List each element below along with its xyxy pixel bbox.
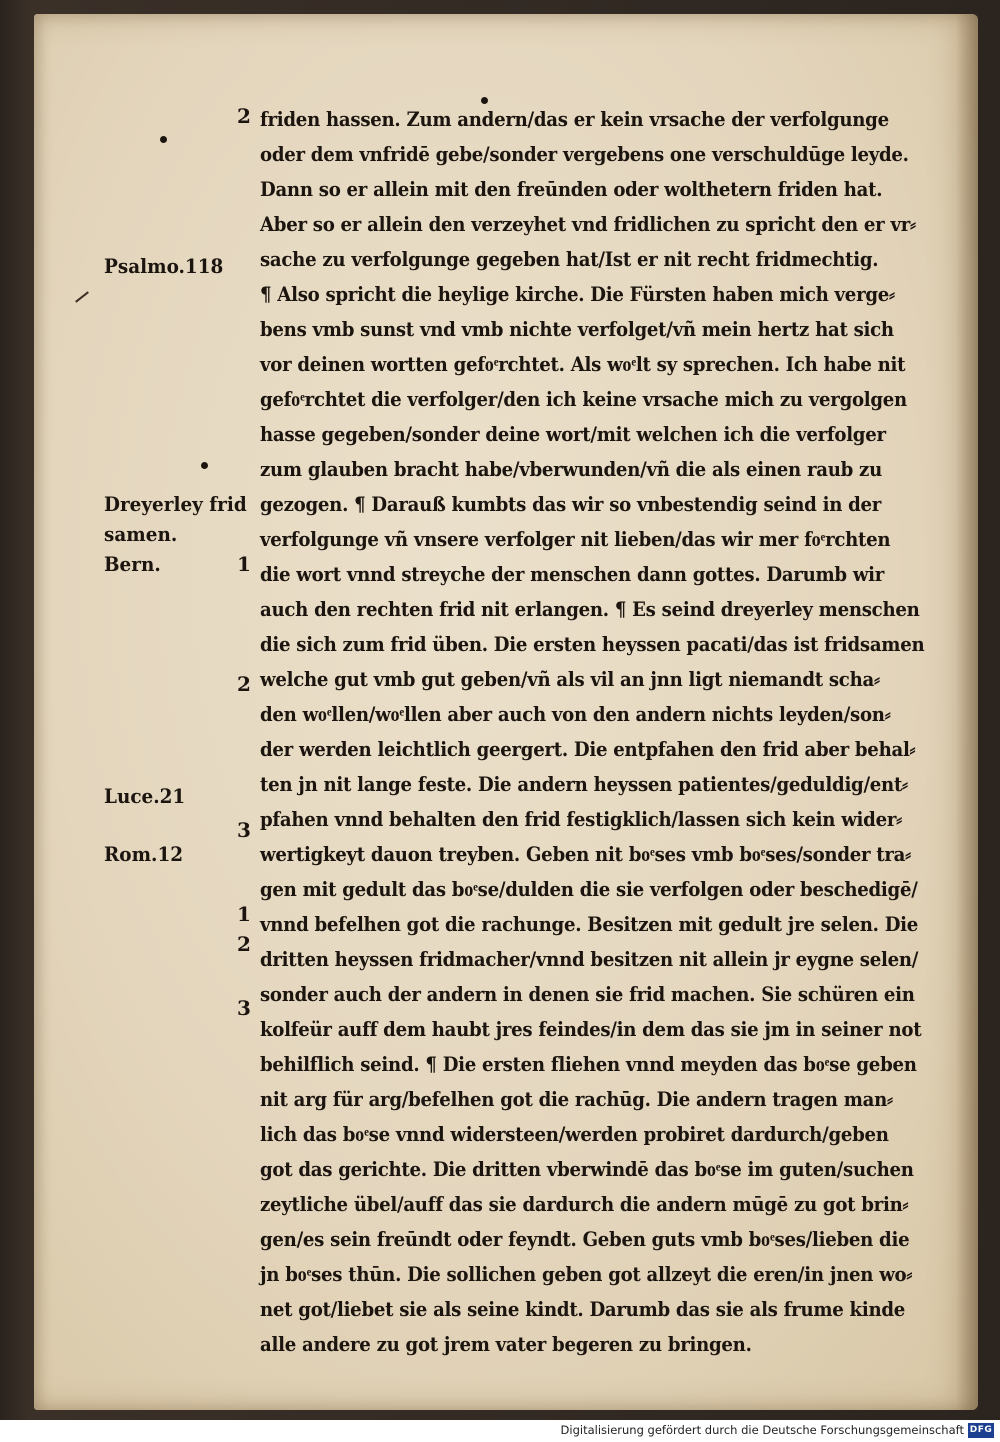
line-number: 3 bbox=[237, 818, 251, 842]
text-line: nit arg für arg/befelhen got die rachūg. Die andern tragen man⸗ bbox=[260, 1088, 893, 1111]
text-line: zum glauben bracht habe/vberwunden/vñ die als einen raub zu bbox=[260, 458, 882, 481]
text-line: Dann so er allein mit den freūnden oder wolthetern friden hat. bbox=[260, 178, 883, 201]
text-line: oder dem vnfridē gebe/sonder vergebens one verschuldūge leyde. bbox=[260, 143, 909, 166]
text-line: gezogen. ¶ Darauß kumbts das wir so vnbestendig seind in der bbox=[260, 493, 882, 516]
text-line: vnnd befelhen got die rachunge. Besitzen mit gedult jre selen. Die bbox=[260, 913, 919, 936]
page-edge-shadow bbox=[956, 14, 978, 1410]
text-line: alle andere zu got jrem vater begeren zu bringen. bbox=[260, 1333, 752, 1356]
line-number: 2 bbox=[237, 932, 251, 956]
text-line: sonder auch der andern in denen sie frid machen. Sie schüren ein bbox=[260, 983, 915, 1006]
text-line: lich das boͤse vnnd widersteen/werden probiret dardurch/geben bbox=[260, 1123, 889, 1146]
text-line: gen/es sein freūndt oder feyndt. Geben guts vmb boͤses/lieben die bbox=[260, 1228, 910, 1251]
body-text bbox=[260, 102, 940, 1362]
text-line: sache zu verfolgunge gegeben hat/Ist er nit recht fridmechtig. bbox=[260, 248, 879, 271]
line-number: 2 bbox=[237, 672, 251, 696]
text-line: die sich zum frid üben. Die ersten heyssen pacati/das ist fridsamen bbox=[260, 633, 925, 656]
margin-note-psalmo: Psalmo.118 bbox=[104, 254, 224, 278]
text-line: welche gut vmb gut geben/vñ als vil an jnn ligt niemandt scha⸗ bbox=[260, 668, 880, 691]
text-line: Aber so er allein den verzeyhet vnd fridlichen zu spricht den er vr⸗ bbox=[260, 213, 916, 236]
footer-bar bbox=[0, 1420, 1000, 1442]
text-line: auch den rechten frid nit erlangen. ¶ Es seind dreyerley menschen bbox=[260, 598, 920, 621]
text-line: kolfeür auff dem haubt jres feindes/in dem das sie jm in seiner not bbox=[260, 1018, 922, 1041]
margin-note-bern: Bern. bbox=[104, 552, 161, 576]
text-line: gefoͤrchtet die verfolger/den ich keine vrsache mich zu vergolgen bbox=[260, 388, 907, 411]
line-number: 3 bbox=[237, 996, 251, 1020]
dfg-logo: DFG bbox=[968, 1423, 994, 1438]
text-line: pfahen vnnd behalten den frid festigklich/lassen sich kein wider⸗ bbox=[260, 808, 902, 831]
text-line: got das gerichte. Die dritten vberwindē das boͤse im guten/suchen bbox=[260, 1158, 914, 1181]
text-line: ten jn nit lange feste. Die andern heyssen patientes/geduldig/ent⸗ bbox=[260, 773, 908, 796]
text-line: vor deinen wortten gefoͤrchtet. Als woͤlt sy sprechen. Ich habe nit bbox=[260, 353, 906, 376]
text-line: den woͤllen/woͤllen aber auch von den andern nichts leyden/son⸗ bbox=[260, 703, 891, 726]
text-line: friden hassen. Zum andern/das er kein vrsache der verfolgunge bbox=[260, 108, 889, 131]
margin-note-rom: Rom.12 bbox=[104, 842, 184, 866]
funding-credit: Digitalisierung gefördert durch die Deutsche Forschungsgemeinschaft bbox=[560, 1423, 964, 1437]
text-line: jn boͤses thūn. Die sollichen geben got allzeyt die eren/in jnen wo⸗ bbox=[260, 1263, 913, 1286]
margin-note-dreyerley: Dreyerley frid bbox=[104, 492, 247, 516]
text-line: verfolgunge vñ vnsere verfolger nit lieben/das wir mer foͤrchten bbox=[260, 528, 891, 551]
ink-dot bbox=[160, 136, 167, 143]
line-number: 1 bbox=[237, 902, 251, 926]
line-number: 2 bbox=[237, 104, 251, 128]
text-line: ¶ Also spricht die heylige kirche. Die Fürsten haben mich verge⸗ bbox=[260, 283, 895, 306]
margin-note-luce: Luce.21 bbox=[104, 784, 186, 808]
text-line: wertigkeyt dauon treyben. Geben nit boͤses vmb boͤses/sonder tra⸗ bbox=[260, 843, 911, 866]
text-line: die wort vnnd streyche der menschen dann gottes. Darumb wir bbox=[260, 563, 885, 586]
text-line: bens vmb sunst vnd vmb nichte verfolget/vñ mein hertz hat sich bbox=[260, 318, 894, 341]
text-line: hasse gegeben/sonder deine wort/mit welchen ich die verfolger bbox=[260, 423, 886, 446]
text-line: dritten heyssen fridmacher/vnnd besitzen nit allein jr eygne selen/ bbox=[260, 948, 919, 971]
text-line: behilflich seind. ¶ Die ersten fliehen vnnd meyden das boͤse geben bbox=[260, 1053, 917, 1076]
text-line: gen mit gedult das boͤse/dulden die sie verfolgen oder beschedigē/ bbox=[260, 878, 918, 901]
text-line: der werden leichtlich geergert. Die entpfahen den frid aber behal⸗ bbox=[260, 738, 916, 761]
ink-dot bbox=[201, 462, 208, 469]
text-line: zeytliche übel/auff das sie dardurch die andern mūgē zu got brin⸗ bbox=[260, 1193, 909, 1216]
text-line: net got/liebet sie als seine kindt. Darumb das sie als frume kinde bbox=[260, 1298, 906, 1321]
line-number: 1 bbox=[237, 552, 251, 576]
margin-note-samen: samen. bbox=[104, 522, 178, 546]
